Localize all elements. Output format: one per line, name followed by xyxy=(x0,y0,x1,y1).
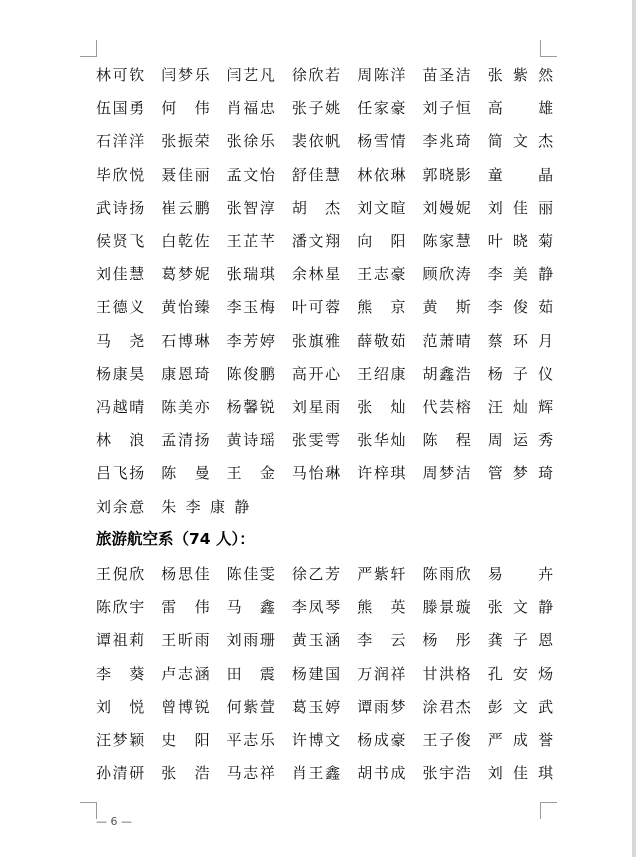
person-name: 王绍康 xyxy=(357,364,406,383)
person-name: 严紫轩 xyxy=(357,565,406,584)
person-name: 代芸榕 xyxy=(422,397,471,416)
person-name: 葛梦妮 xyxy=(161,265,210,284)
person-name: 范萧晴 xyxy=(422,331,471,350)
crop-mark-top-left xyxy=(80,40,97,57)
person-name: 杨馨锐 xyxy=(226,397,275,416)
person-name: 滕景璇 xyxy=(422,598,471,617)
person-name: 王志豪 xyxy=(357,265,406,284)
person-name: 马 鑫 xyxy=(226,598,275,617)
name-row xyxy=(96,324,554,357)
person-name: 肖王鑫 xyxy=(291,764,341,783)
person-name: 舒佳慧 xyxy=(291,165,341,184)
person-name: 孔安炀 xyxy=(487,664,554,683)
person-name: 葛玉婷 xyxy=(291,697,341,716)
person-name: 张振荣 xyxy=(161,132,210,151)
person-name: 童 晶 xyxy=(487,165,554,184)
person-name: 闫梦乐 xyxy=(161,66,210,85)
person-name: 高 雄 xyxy=(487,99,554,118)
person-name: 曾博锐 xyxy=(161,697,210,716)
person-name: 叶可蓉 xyxy=(291,298,341,317)
name-row xyxy=(96,357,554,390)
person-name: 熊 京 xyxy=(357,298,406,317)
person-name: 周陈洋 xyxy=(357,66,406,85)
person-name: 任家豪 xyxy=(357,99,406,118)
person-name: 刘佳慧 xyxy=(96,265,145,284)
person-name: 张瑞琪 xyxy=(226,265,275,284)
person-name: 刘文暄 xyxy=(357,198,406,217)
name-list-section-2 xyxy=(96,557,554,789)
person-name: 刘子恒 xyxy=(422,99,471,118)
name-row xyxy=(96,590,554,623)
person-name: 潘文翔 xyxy=(291,232,341,251)
person-name: 张文静 xyxy=(487,598,554,617)
person-name: 林可钦 xyxy=(96,66,145,85)
person-name: 陈 程 xyxy=(422,431,471,450)
person-name: 张华灿 xyxy=(357,431,406,450)
person-name: 李玉梅 xyxy=(226,298,275,317)
person-name: 孙清研 xyxy=(96,764,145,783)
person-name: 吕飞扬 xyxy=(96,464,145,483)
person-name: 陈佳雯 xyxy=(226,565,275,584)
name-row xyxy=(96,224,554,257)
person-name: 孟文怡 xyxy=(226,165,275,184)
person-name: 苗圣洁 xyxy=(422,66,471,85)
person-name: 刘 悦 xyxy=(96,697,145,716)
person-name: 许梓琪 xyxy=(357,464,406,483)
person-name: 张徐乐 xyxy=(226,132,275,151)
person-name: 刘佳丽 xyxy=(487,198,554,217)
person-name: 杨成豪 xyxy=(357,731,406,750)
person-name: 平志乐 xyxy=(226,731,275,750)
person-name: 李 葵 xyxy=(96,664,145,683)
person-name: 周运秀 xyxy=(487,431,554,450)
person-name: 李兆琦 xyxy=(422,132,471,151)
person-name: 甘洪格 xyxy=(422,664,471,683)
person-name: 向 阳 xyxy=(357,232,406,251)
person-name: 杨 彤 xyxy=(422,631,471,650)
person-name: 石洋洋 xyxy=(96,132,145,151)
person-name: 张旗雅 xyxy=(291,331,341,350)
person-name: 伍国勇 xyxy=(96,99,145,118)
person-name: 王芷芊 xyxy=(226,232,275,251)
person-name: 徐欣若 xyxy=(291,66,341,85)
crop-mark-bottom-right xyxy=(540,802,557,819)
person-name: 白乾佐 xyxy=(161,232,210,251)
crop-mark-top-right xyxy=(540,40,557,57)
person-name: 刘星雨 xyxy=(291,397,341,416)
person-name: 武诗扬 xyxy=(96,198,145,217)
name-row xyxy=(96,290,554,323)
person-name: 刘佳琪 xyxy=(487,764,554,783)
person-name: 陈美亦 xyxy=(161,397,210,416)
person-name: 马怡琳 xyxy=(291,464,341,483)
name-row xyxy=(96,390,554,423)
person-name: 崔云鹏 xyxy=(161,198,210,217)
person-name: 王德义 xyxy=(96,298,145,317)
person-name: 何 伟 xyxy=(161,99,210,118)
person-name: 龚子恩 xyxy=(487,631,554,650)
person-name: 谭雨梦 xyxy=(357,697,406,716)
person-name: 严成誉 xyxy=(487,731,554,750)
person-name: 李凤琴 xyxy=(291,598,341,617)
person-name: 刘嫚妮 xyxy=(422,198,471,217)
person-name: 张子姚 xyxy=(291,99,341,118)
person-name: 李芳婷 xyxy=(226,331,275,350)
person-name: 裴依帆 xyxy=(291,132,341,151)
name-row xyxy=(96,423,554,456)
person-name: 杨雪情 xyxy=(357,132,406,151)
name-row xyxy=(96,191,554,224)
name-row xyxy=(96,557,554,590)
person-name: 冯越晴 xyxy=(96,397,145,416)
name-row xyxy=(96,158,554,191)
person-name: 闫艺凡 xyxy=(226,66,275,85)
person-name: 杨康昊 xyxy=(96,364,145,383)
person-name: 杨思佳 xyxy=(161,565,210,584)
person-name: 史 阳 xyxy=(161,731,210,750)
person-name: 张 浩 xyxy=(161,764,210,783)
person-name: 顾欣涛 xyxy=(422,265,471,284)
crop-mark-bottom-left xyxy=(80,802,97,819)
person-name: 黄 斯 xyxy=(422,298,471,317)
name-row xyxy=(96,58,554,91)
person-name: 杨子仪 xyxy=(487,364,554,383)
name-row xyxy=(96,456,554,489)
person-name: 汪梦颖 xyxy=(96,731,145,750)
person-name: 高开心 xyxy=(291,364,341,383)
person-name: 聂佳丽 xyxy=(161,165,210,184)
person-name: 陈俊鹏 xyxy=(226,364,275,383)
person-name: 何紫萱 xyxy=(226,697,275,716)
person-name: 马志祥 xyxy=(226,764,275,783)
person-name: 薛敬茹 xyxy=(357,331,406,350)
person-name: 田 震 xyxy=(226,664,275,683)
name-row xyxy=(96,723,554,756)
person-name: 万润祥 xyxy=(357,664,406,683)
person-name: 张宇浩 xyxy=(422,764,471,783)
person-name: 张紫然 xyxy=(487,66,554,85)
person-name: 余林星 xyxy=(291,265,341,284)
person-name: 陈家慧 xyxy=(422,232,471,251)
section-heading: 旅游航空系（74 人）： xyxy=(96,530,255,548)
window-edge xyxy=(632,0,636,857)
person-name: 谭祖莉 xyxy=(96,631,145,650)
person-name: 黄怡臻 xyxy=(161,298,210,317)
person-name: 简文杰 xyxy=(487,132,554,151)
person-name: 黄诗瑶 xyxy=(226,431,275,450)
person-name: 熊 英 xyxy=(357,598,406,617)
person-name: 张智淳 xyxy=(226,198,275,217)
person-name: 林 浪 xyxy=(96,431,145,450)
person-name: 胡 杰 xyxy=(291,198,341,217)
person-name: 王倪欣 xyxy=(96,565,145,584)
name-row xyxy=(96,756,554,789)
person-name: 康恩琦 xyxy=(161,364,210,383)
person-name: 卢志涵 xyxy=(161,664,210,683)
person-name: 毕欣悦 xyxy=(96,165,145,184)
person-name: 刘雨珊 xyxy=(226,631,275,650)
person-name: 林依琳 xyxy=(357,165,406,184)
person-name: 黄玉涵 xyxy=(291,631,341,650)
person-name: 孟清扬 xyxy=(161,431,210,450)
name-row xyxy=(96,489,540,522)
person-name: 王子俊 xyxy=(422,731,471,750)
person-name: 涂君杰 xyxy=(422,697,471,716)
person-name: 陈欣宇 xyxy=(96,598,145,617)
person-name: 石博琳 xyxy=(161,331,210,350)
person-name: 王 金 xyxy=(226,464,275,483)
person-name: 王昕雨 xyxy=(161,631,210,650)
name-row xyxy=(96,91,554,124)
person-name: 陈 曼 xyxy=(161,464,210,483)
name-row xyxy=(96,657,554,690)
name-row xyxy=(96,124,554,157)
person-name: 朱李康静 xyxy=(161,497,250,516)
person-name: 刘余意 xyxy=(96,497,145,516)
person-name: 易 卉 xyxy=(487,565,554,584)
person-name: 胡书成 xyxy=(357,764,406,783)
name-list-section-1 xyxy=(96,58,554,523)
person-name: 郭晓影 xyxy=(422,165,471,184)
person-name: 李俊茹 xyxy=(487,298,554,317)
person-name: 徐乙芳 xyxy=(291,565,341,584)
person-name: 李美静 xyxy=(487,265,554,284)
person-name: 张雯雩 xyxy=(291,431,341,450)
person-name: 彭文武 xyxy=(487,697,554,716)
person-name: 蔡环月 xyxy=(487,331,554,350)
person-name: 侯贤飞 xyxy=(96,232,145,251)
name-row xyxy=(96,257,554,290)
page-number: — 6 — xyxy=(96,815,132,828)
person-name: 陈雨欣 xyxy=(422,565,471,584)
person-name: 胡鑫浩 xyxy=(422,364,471,383)
person-name: 肖福忠 xyxy=(226,99,275,118)
person-name: 雷 伟 xyxy=(161,598,210,617)
person-name: 管梦琦 xyxy=(487,464,554,483)
person-name: 杨建国 xyxy=(291,664,341,683)
name-row xyxy=(96,690,554,723)
person-name: 周梦洁 xyxy=(422,464,471,483)
person-name: 汪灿辉 xyxy=(487,397,554,416)
name-row xyxy=(96,623,554,656)
person-name: 叶晓菊 xyxy=(487,232,554,251)
person-name: 张 灿 xyxy=(357,397,406,416)
person-name: 许博文 xyxy=(291,731,341,750)
person-name: 李 云 xyxy=(357,631,406,650)
person-name: 马 尧 xyxy=(96,331,145,350)
